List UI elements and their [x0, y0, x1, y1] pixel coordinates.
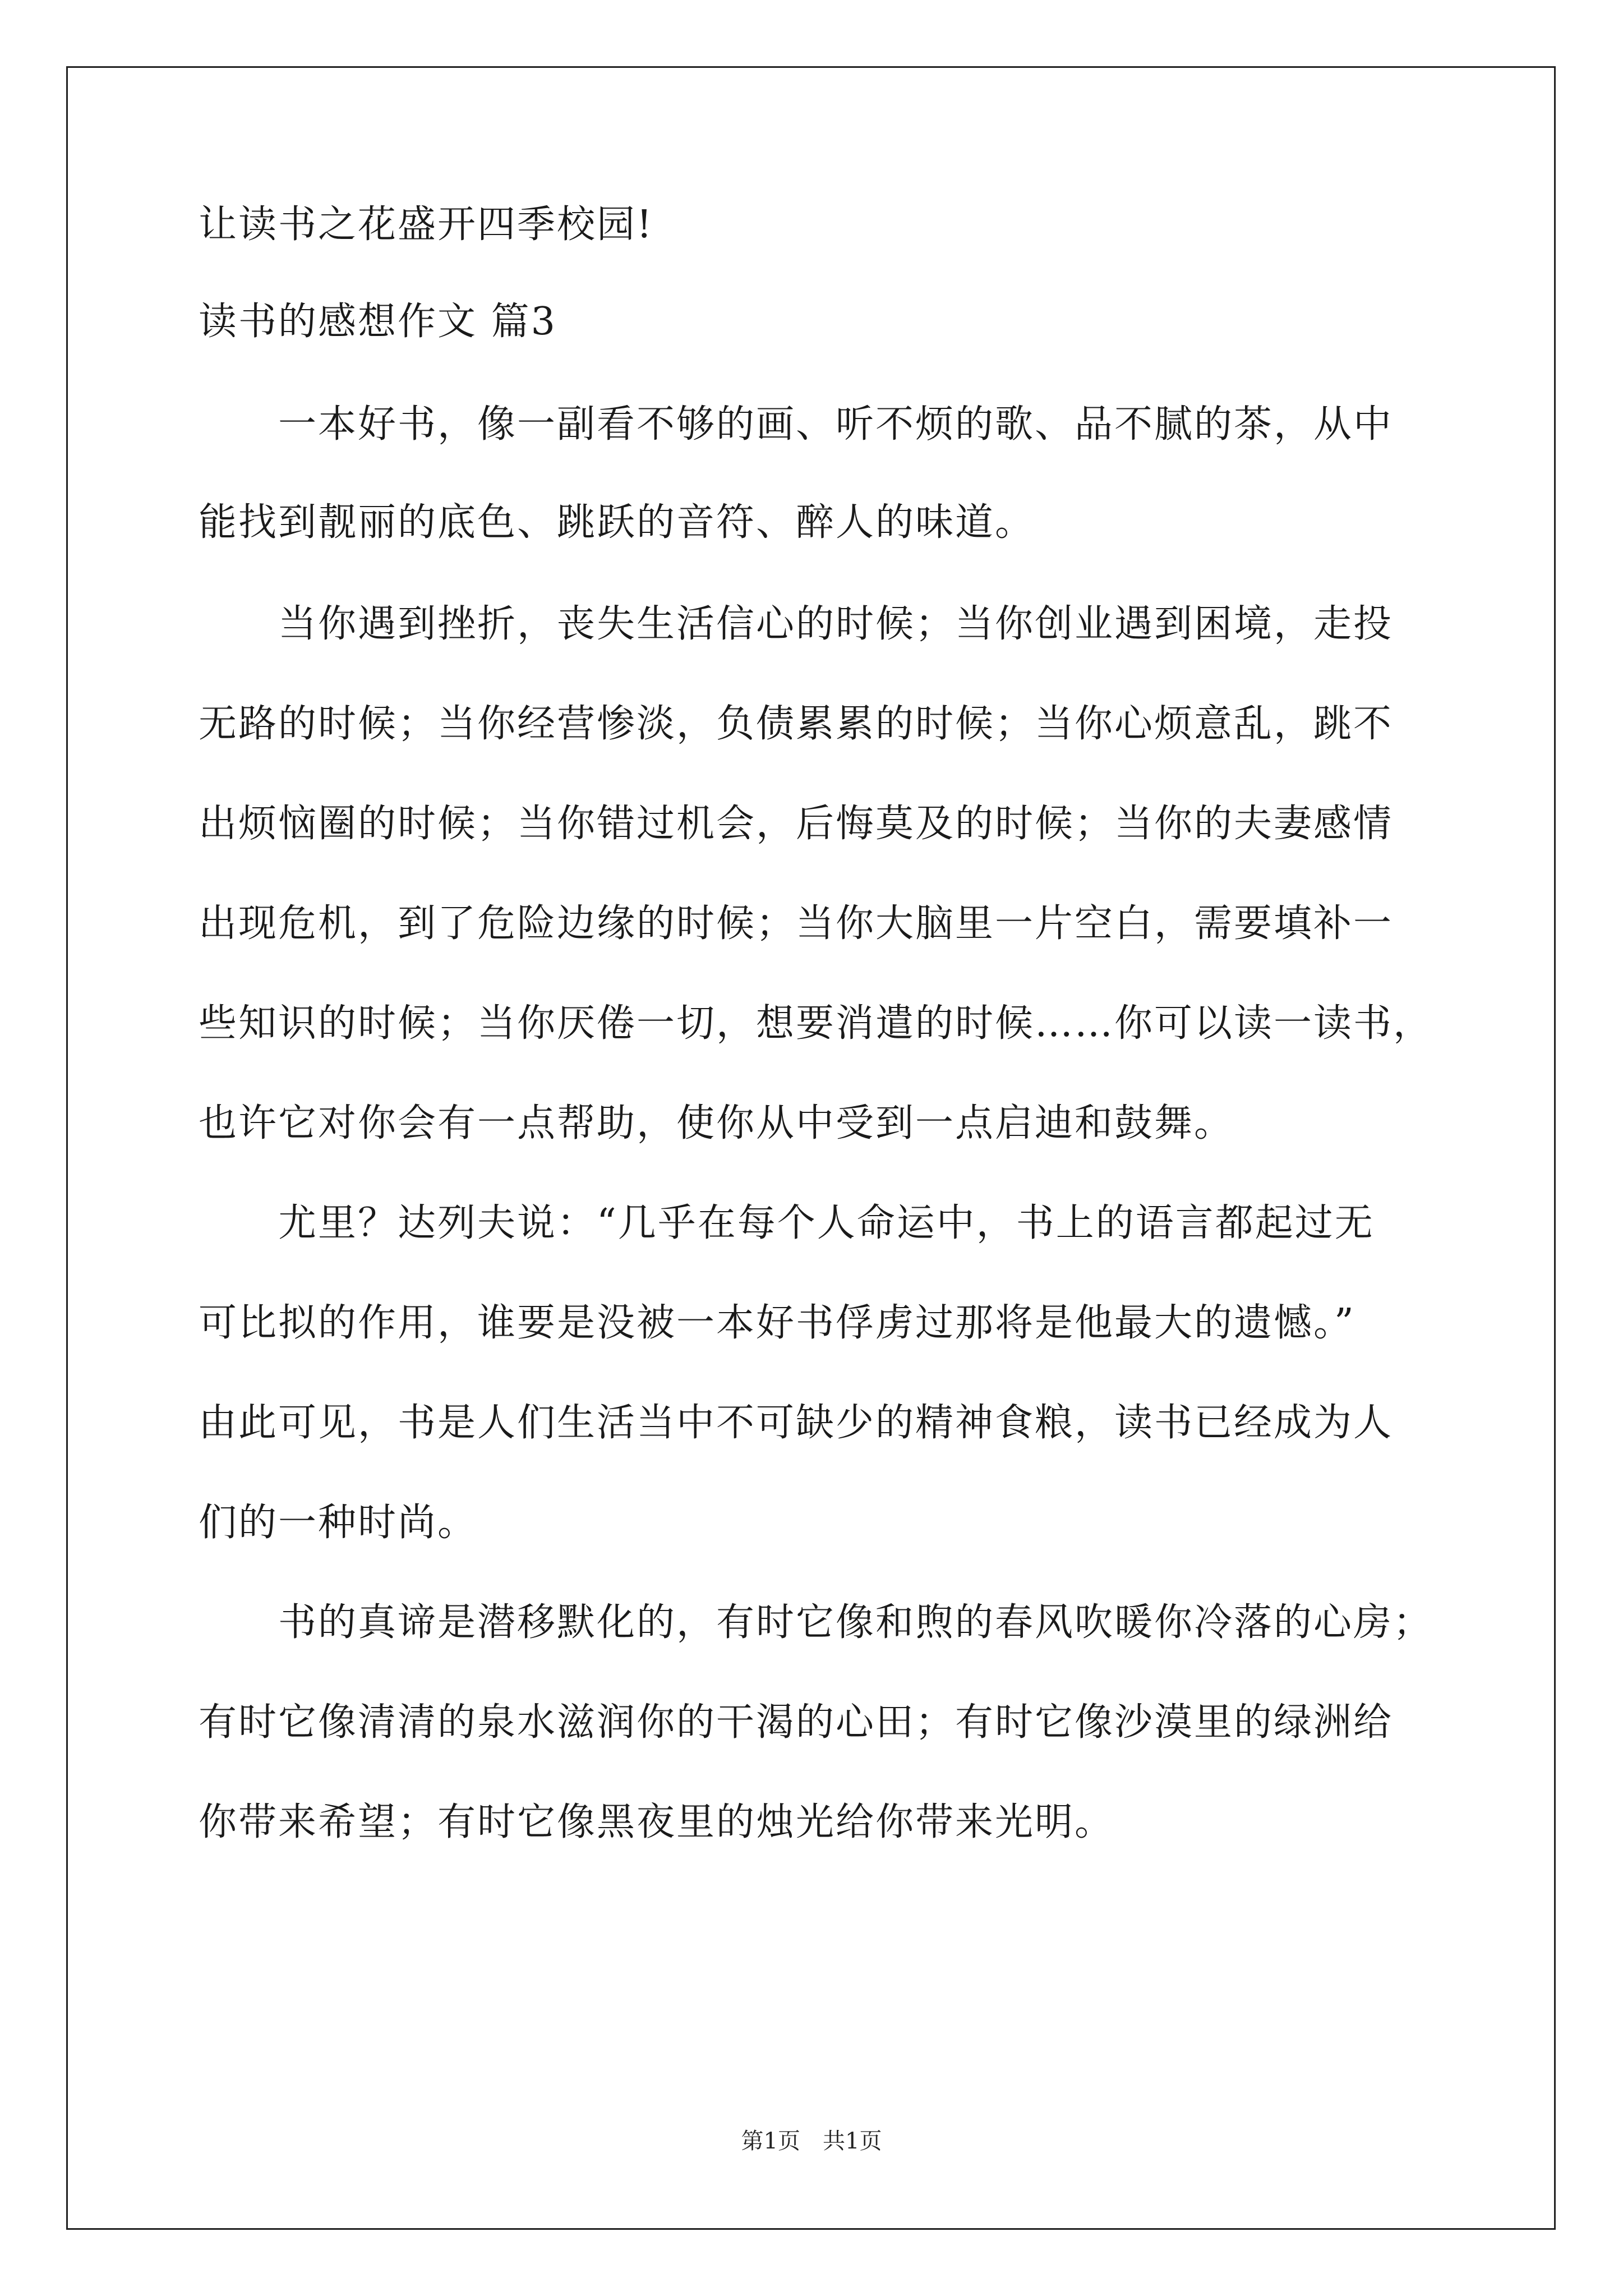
paragraph-line: 出现危机，到了危险边缘的时候；当你大脑里一片空白，需要填补一 [199, 901, 1394, 946]
section-heading: 读书的感想作文 篇3 [199, 300, 557, 344]
paragraph-line: 书的真谛是潜移默化的，有时它像和煦的春风吹暖你冷落的心房； [199, 1600, 1433, 1645]
paragraph-line: 出烦恼圈的时候；当你错过机会，后悔莫及的时候；当你的夫妻感情 [199, 802, 1394, 846]
closing-line: 让读书之花盛开四季校园! [199, 203, 654, 247]
page-border [66, 66, 1556, 2230]
paragraph-line: 可比拟的作用，谁要是没被一本好书俘虏过那将是他最大的遗憾。” [199, 1301, 1355, 1345]
paragraph-line: 无路的时候；当你经营惨淡，负债累累的时候；当你心烦意乱，跳不 [199, 702, 1394, 746]
paragraph-line: 由此可见，书是人们生活当中不可缺少的精神食粮，读书已经成为人 [199, 1401, 1394, 1445]
paragraph-line: 你带来希望；有时它像黑夜里的烛光给你带来光明。 [199, 1800, 1115, 1844]
page-number: 第1页 [741, 2128, 800, 2154]
paragraph-line: 当你遇到挫折，丧失生活信心的时候；当你创业遇到困境，走投 [199, 602, 1394, 646]
paragraph-line: 能找到靓丽的底色、跳跃的音符、醉人的味道。 [199, 500, 1035, 545]
paragraph-line: 有时它像清清的泉水滋润你的干渴的心田；有时它像沙漠里的绿洲给 [199, 1700, 1394, 1745]
paragraph-line: 们的一种时尚。 [199, 1501, 478, 1545]
page-footer [0, 2127, 1623, 2155]
paragraph-line: 些知识的时候；当你厌倦一切，想要消遣的时候……你可以读一读书， [199, 1001, 1433, 1046]
paragraph-line: 也许它对你会有一点帮助，使你从中受到一点启迪和鼓舞。 [199, 1101, 1234, 1145]
paragraph-line: 尤里？达列夫说：“几乎在每个人命运中，书上的语言都起过无 [199, 1201, 1375, 1245]
paragraph-line: 一本好书，像一副看不够的画、听不烦的歌、品不腻的茶，从中 [199, 402, 1394, 447]
page-total: 共1页 [823, 2128, 882, 2154]
